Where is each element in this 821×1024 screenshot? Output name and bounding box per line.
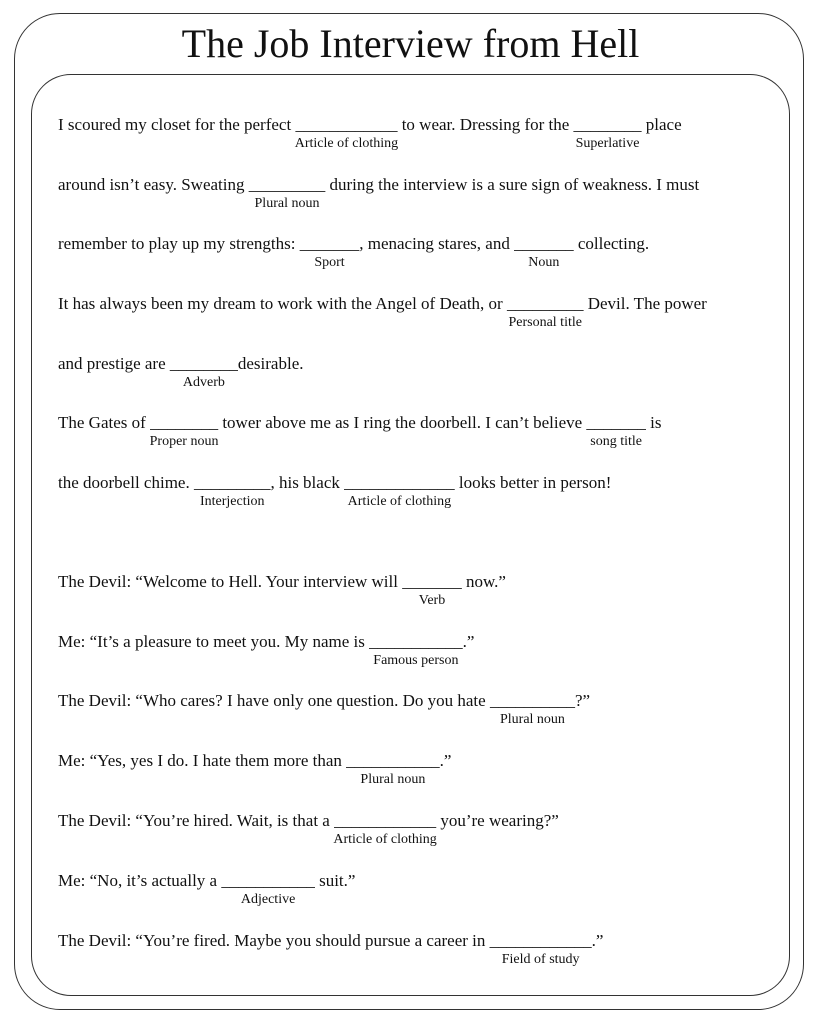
story-line [58, 353, 304, 390]
blank-hint-label: Proper noun [149, 434, 219, 449]
blank-hint-label: Interjection [199, 494, 265, 509]
blank-hint-label: Adverb [182, 375, 225, 390]
story-line [58, 114, 682, 151]
story-line [58, 571, 506, 608]
blank-line: ____________ [334, 811, 437, 830]
blank-hint-label: Sport [314, 255, 345, 270]
blank-line: _______ [514, 234, 574, 253]
story-line [58, 930, 604, 967]
story-line [58, 293, 707, 330]
fill-in-blank[interactable] [402, 572, 462, 608]
story-text: , menacing stares, and [359, 234, 515, 253]
fill-in-blank[interactable] [344, 473, 455, 509]
blank-hint-label: Plural noun [254, 196, 320, 211]
blank-line: ___________ [369, 632, 463, 651]
story-text: .” [462, 632, 475, 651]
fill-in-blank[interactable] [514, 234, 574, 270]
blank-line: ___________ [221, 871, 315, 890]
story-text: to wear. Dressing for the [397, 115, 574, 134]
story-text: place [641, 115, 682, 134]
page-title: The Job Interview from Hell [181, 21, 640, 66]
blank-line: ________ [573, 115, 642, 134]
fill-in-blank[interactable] [149, 413, 219, 449]
story-text: It has always been my dream to work with the Angel of Death, or [58, 294, 507, 313]
story-text: Devil. The power [583, 294, 707, 313]
story-text: you’re wearing?” [436, 811, 559, 830]
story-text: The Gates of [58, 413, 151, 432]
story-text: The Devil: “Welcome to Hell. Your interview will [58, 572, 403, 591]
blank-line: ____________ [489, 931, 592, 950]
story-line [58, 810, 559, 847]
story-text: The Devil: “Who cares? I have only one question. Do you hate [58, 691, 490, 710]
blank-hint-label: Superlative [575, 136, 640, 151]
story-text: Me: “No, it’s actually a [58, 871, 222, 890]
fill-in-blank[interactable] [489, 691, 575, 727]
fill-in-blank[interactable] [489, 931, 592, 967]
story-text: during the interview is a sure sign of weakness. I must [325, 175, 700, 194]
blank-line: ____________ [295, 115, 398, 134]
blank-line: _________ [506, 294, 584, 313]
story-text: .” [439, 751, 452, 770]
story-text: and prestige are [58, 354, 170, 373]
story-text: looks better in person! [454, 473, 612, 492]
blank-line: __________ [489, 691, 575, 710]
story-text: , his black [270, 473, 345, 492]
blank-hint-label: Adjective [240, 892, 296, 907]
story-text: Me: “Yes, yes I do. I hate them more than [58, 751, 347, 770]
blank-line: ________ [169, 354, 238, 373]
blank-hint-label: song title [590, 434, 643, 449]
blank-line: _______ [402, 572, 462, 591]
story-line [58, 631, 475, 668]
story-line [58, 233, 650, 270]
blank-hint-label: Article of clothing [347, 494, 452, 509]
blank-hint-label: Verb [418, 593, 446, 608]
story-text: collecting. [573, 234, 650, 253]
blank-line: _________ [248, 175, 326, 194]
blank-line: ___________ [346, 751, 440, 770]
fill-in-blank[interactable] [169, 354, 238, 390]
story-text: the doorbell chime. [58, 473, 194, 492]
inner-border [31, 74, 790, 996]
story-line [58, 750, 452, 787]
fill-in-blank[interactable] [193, 473, 271, 509]
story-text: suit.” [314, 871, 356, 890]
story-text: desirable. [237, 354, 304, 373]
fill-in-blank[interactable] [369, 632, 463, 668]
blank-hint-label: Article of clothing [333, 832, 437, 847]
story-text: is [645, 413, 662, 432]
blank-hint-label: Personal title [508, 315, 582, 330]
story-line [58, 412, 662, 449]
blank-hint-label: Famous person [373, 653, 459, 668]
story-text: .” [591, 931, 604, 950]
blank-hint-label: Article of clothing [294, 136, 399, 151]
blank-hint-label: Plural noun [360, 772, 426, 787]
blank-hint-label: Field of study [501, 952, 580, 967]
story-text: Me: “It’s a pleasure to meet you. My name is [58, 632, 370, 651]
fill-in-blank[interactable] [506, 294, 584, 330]
blank-line: _____________ [344, 473, 455, 492]
story-line [58, 174, 700, 211]
story-text: tower above me as I ring the doorbell. I can’t believe [218, 413, 587, 432]
story-text: ?” [574, 691, 591, 710]
story-line [58, 472, 612, 509]
blank-line: _______ [586, 413, 646, 432]
fill-in-blank[interactable] [586, 413, 646, 449]
story-line [58, 690, 591, 727]
fill-in-blank[interactable] [294, 115, 399, 151]
fill-in-blank[interactable] [299, 234, 360, 270]
fill-in-blank[interactable] [248, 175, 326, 211]
fill-in-blank[interactable] [573, 115, 642, 151]
story-text: around isn’t easy. Sweating [58, 175, 249, 194]
story-text: now.” [461, 572, 506, 591]
story-line [58, 870, 356, 907]
blank-hint-label: Plural noun [499, 712, 565, 727]
fill-in-blank[interactable] [346, 751, 440, 787]
blank-hint-label: Noun [528, 255, 560, 270]
story-text: remember to play up my strengths: [58, 234, 300, 253]
fill-in-blank[interactable] [221, 871, 315, 907]
blank-line: _________ [193, 473, 271, 492]
fill-in-blank[interactable] [333, 811, 437, 847]
story-text: The Devil: “You’re hired. Wait, is that a [58, 811, 335, 830]
story-text: I scoured my closet for the perfect [58, 115, 296, 134]
blank-line: _______ [299, 234, 360, 253]
story-text: The Devil: “You’re fired. Maybe you should pursue a career in [58, 931, 490, 950]
blank-line: ________ [150, 413, 219, 432]
